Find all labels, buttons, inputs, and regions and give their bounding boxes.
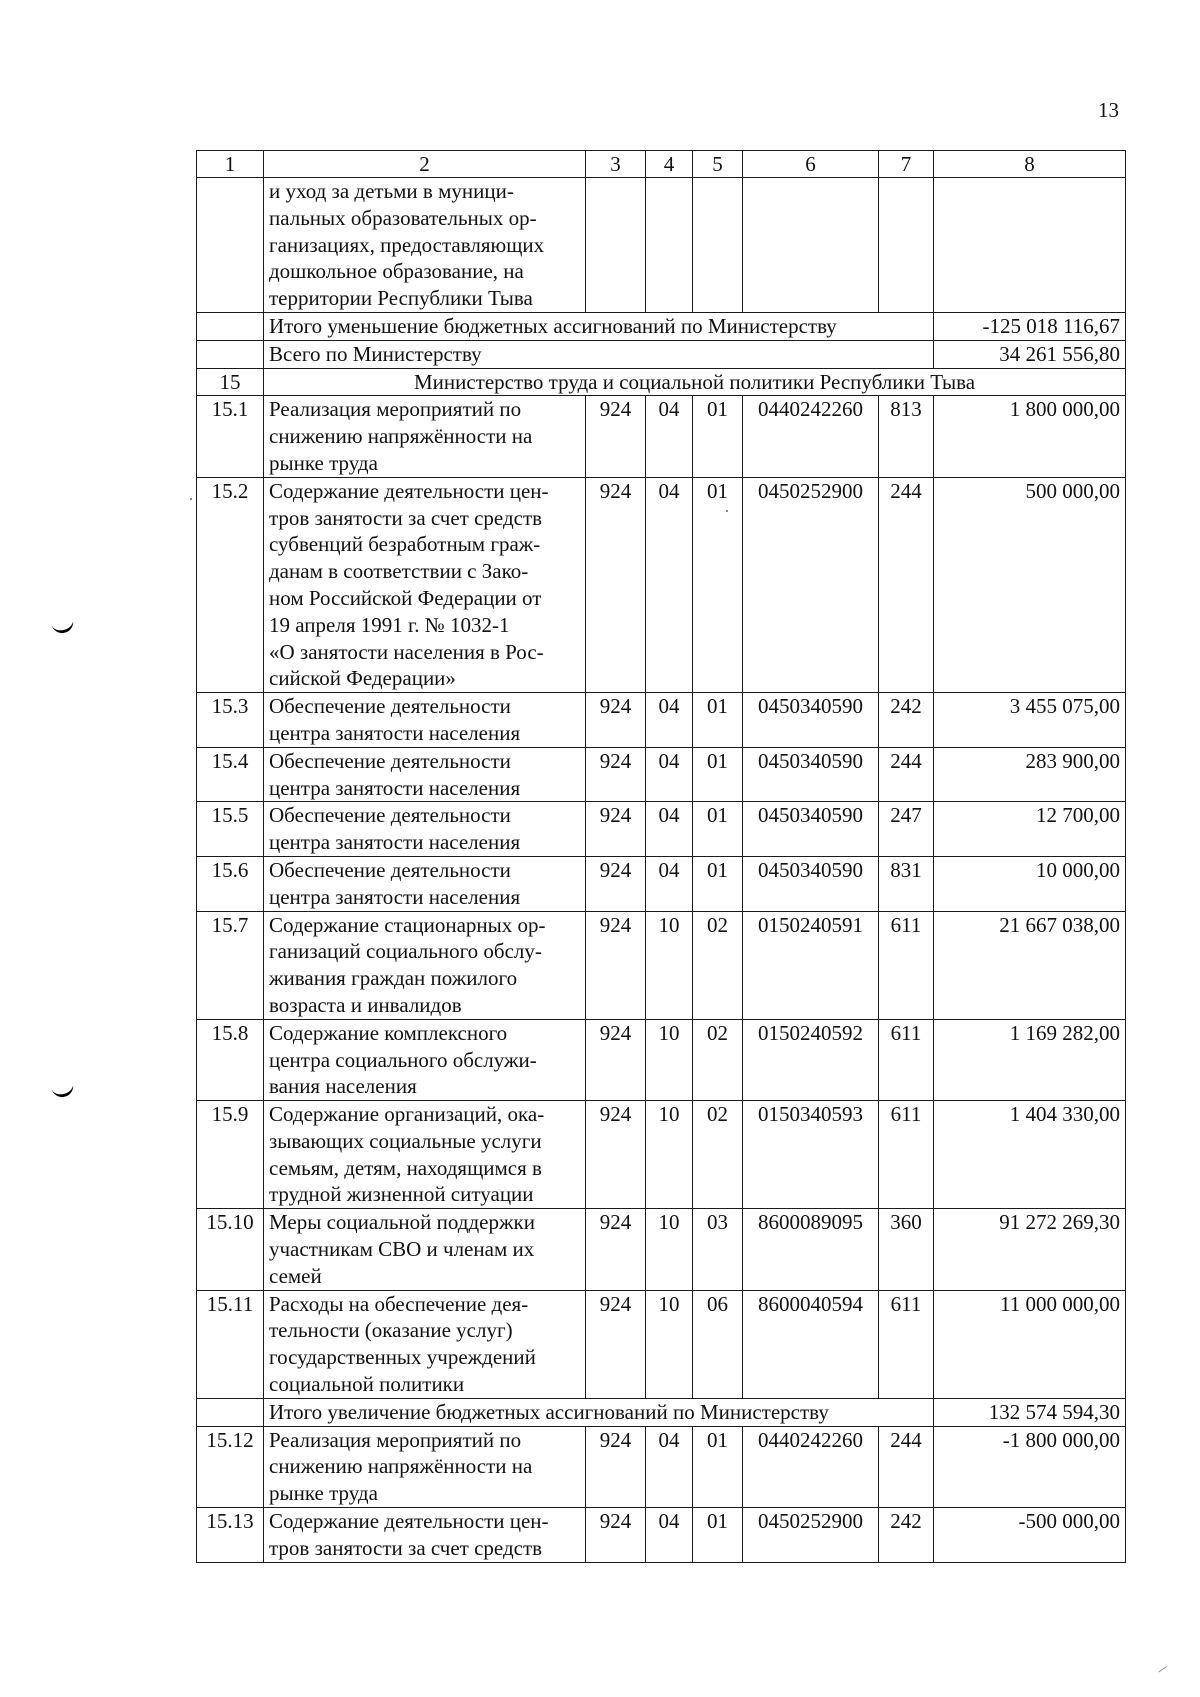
table-row <box>197 911 1126 1019</box>
table-row <box>197 1290 1126 1398</box>
row-col-3: 924 <box>586 1290 646 1398</box>
ministry-total-label: Всего по Министерству <box>264 340 934 368</box>
row-number: 15.6 <box>197 856 264 911</box>
row-col-3: 924 <box>586 396 646 477</box>
row-amount: 10 000,00 <box>934 856 1126 911</box>
row-col-7: 831 <box>879 856 934 911</box>
column-header-8: 8 <box>934 151 1126 178</box>
page-number: 13 <box>1098 98 1119 122</box>
row-col-5: 01 <box>693 477 743 692</box>
row-amount: -1 800 000,00 <box>934 1426 1126 1507</box>
row-col-6: 8600089095 <box>743 1209 879 1290</box>
continuation-row <box>197 178 1126 313</box>
row-col-7: 244 <box>879 747 934 802</box>
row-number: 15.1 <box>197 396 264 477</box>
row-number: 15.10 <box>197 1209 264 1290</box>
row-col-5: 01 <box>693 1508 743 1563</box>
column-header-3: 3 <box>586 151 646 178</box>
row-col-7: 611 <box>879 1101 934 1209</box>
section-title: Министерство труда и социальной политики Республики Тыва <box>264 368 1126 396</box>
table-row <box>197 1426 1126 1507</box>
row-col-3: 924 <box>586 911 646 1019</box>
ministry-total-row <box>197 340 1126 368</box>
row-amount: 1 169 282,00 <box>934 1019 1126 1100</box>
row-description: Обеспечение деятельности центра занятости населения <box>264 693 586 748</box>
row-col-6: 0440242260 <box>743 396 879 477</box>
table-row <box>197 747 1126 802</box>
row-col-5: 06 <box>693 1290 743 1398</box>
row-description: Содержание деятельности цен- тров занятости за счет средств субвенций безработным граж- данам в соответствии с Зако- ном Российской Федерации от 19 апреля 1991 г. № 1032-1 «О занятости населения в Рос- сийской Федерации» <box>264 477 586 692</box>
row-col-5: 01 <box>693 856 743 911</box>
row-col-4: 10 <box>646 1101 693 1209</box>
row-col-3: 924 <box>586 1101 646 1209</box>
scan-dot <box>726 510 728 512</box>
column-header-1: 1 <box>197 151 264 178</box>
row-description: Содержание организаций, ока- зывающих социальные услуги семьям, детям, находящимся в трудной жизненной ситуации <box>264 1101 586 1209</box>
row-number: 15.13 <box>197 1508 264 1563</box>
row-col-5: 01 <box>693 802 743 857</box>
row-col-5: 02 <box>693 911 743 1019</box>
row-col-4: 10 <box>646 1209 693 1290</box>
table-row <box>197 802 1126 857</box>
row-number: 15.11 <box>197 1290 264 1398</box>
section-header-row <box>197 368 1126 396</box>
table-row <box>197 1101 1126 1209</box>
table-row <box>197 693 1126 748</box>
row-col-5: 01 <box>693 396 743 477</box>
row-col-3: 924 <box>586 747 646 802</box>
row-col-6: 0150340593 <box>743 1101 879 1209</box>
row-col-4: 04 <box>646 856 693 911</box>
row-description: Реализация мероприятий по снижению напряжённости на рынке труда <box>264 1426 586 1507</box>
row-col-4: 04 <box>646 1508 693 1563</box>
row-col-5: 02 <box>693 1019 743 1100</box>
row-col-7: 247 <box>879 802 934 857</box>
row-col-6: 0450252900 <box>743 477 879 692</box>
row-col-5: 03 <box>693 1209 743 1290</box>
row-col-3: 924 <box>586 693 646 748</box>
row-number: 15.3 <box>197 693 264 748</box>
row-number: 15.8 <box>197 1019 264 1100</box>
row-col-7: 244 <box>879 1426 934 1507</box>
row-col-6: 0450340590 <box>743 856 879 911</box>
row-col-7: 813 <box>879 396 934 477</box>
row-col-3: 924 <box>586 856 646 911</box>
row-col-7: 360 <box>879 1209 934 1290</box>
row-col-4: 04 <box>646 693 693 748</box>
row-amount: 500 000,00 <box>934 477 1126 692</box>
row-col-6: 0150240592 <box>743 1019 879 1100</box>
row-description: Содержание комплексного центра социального обслужи- вания населения <box>264 1019 586 1100</box>
table-row <box>197 1508 1126 1563</box>
row-col-7: 611 <box>879 1290 934 1398</box>
row-description: Обеспечение деятельности центра занятости населения <box>264 802 586 857</box>
row-col-5: 01 <box>693 693 743 748</box>
row-number: 15.12 <box>197 1426 264 1507</box>
row-description: и уход за детьми в муници- пальных образовательных ор- ганизациях, предоставляющих дошкольное образование, на территории Республики Тыва <box>264 178 586 313</box>
row-amount: 1 800 000,00 <box>934 396 1126 477</box>
row-col-3: 924 <box>586 1209 646 1290</box>
row-col-7: 242 <box>879 1508 934 1563</box>
section-number: 15 <box>197 368 264 396</box>
row-amount: 21 667 038,00 <box>934 911 1126 1019</box>
column-header-row <box>197 151 1126 178</box>
column-header-6: 6 <box>743 151 879 178</box>
row-col-4: 04 <box>646 396 693 477</box>
increase-total-amount: 132 574 594,30 <box>934 1398 1126 1426</box>
row-amount: 3 455 075,00 <box>934 693 1126 748</box>
decrease-total-label: Итого уменьшение бюджетных ассигнований по Министерству <box>264 312 934 340</box>
decrease-total-row <box>197 312 1126 340</box>
table-row <box>197 1019 1126 1100</box>
row-number: 15.2 <box>197 477 264 692</box>
row-col-3: 924 <box>586 1508 646 1563</box>
row-col-7: 242 <box>879 693 934 748</box>
row-col-4: 10 <box>646 1019 693 1100</box>
row-col-6: 0450340590 <box>743 802 879 857</box>
row-number: 15.5 <box>197 802 264 857</box>
row-description: Содержание стационарных ор- ганизаций социального обслу- живания граждан пожилого возраста и инвалидов <box>264 911 586 1019</box>
row-col-5: 01 <box>693 1426 743 1507</box>
decrease-total-amount: -125 018 116,67 <box>934 312 1126 340</box>
row-col-3: 924 <box>586 1426 646 1507</box>
row-col-3: 924 <box>586 1019 646 1100</box>
column-header-7: 7 <box>879 151 934 178</box>
row-col-7: 244 <box>879 477 934 692</box>
row-col-3: 924 <box>586 802 646 857</box>
scan-mark <box>1158 1666 1171 1679</box>
row-col-6: 0450340590 <box>743 747 879 802</box>
table-row <box>197 396 1126 477</box>
row-amount: -500 000,00 <box>934 1508 1126 1563</box>
row-col-5: 01 <box>693 747 743 802</box>
row-col-4: 04 <box>646 477 693 692</box>
increase-total-row <box>197 1398 1126 1426</box>
row-col-6: 0450252900 <box>743 1508 879 1563</box>
row-number: 15.7 <box>197 911 264 1019</box>
row-col-6: 0440242260 <box>743 1426 879 1507</box>
row-col-7: 611 <box>879 911 934 1019</box>
table-row <box>197 477 1126 692</box>
row-col-4: 04 <box>646 1426 693 1507</box>
row-description: Расходы на обеспечение дея- тельности (оказание услуг) государственных учреждений социальной политики <box>264 1290 586 1398</box>
increase-total-label: Итого увеличение бюджетных ассигнований по Министерству <box>264 1398 934 1426</box>
row-description: Меры социальной поддержки участникам СВО и членам их семей <box>264 1209 586 1290</box>
row-description: Обеспечение деятельности центра занятости населения <box>264 747 586 802</box>
row-col-4: 10 <box>646 1290 693 1398</box>
row-col-6: 8600040594 <box>743 1290 879 1398</box>
row-col-4: 04 <box>646 747 693 802</box>
row-col-6: 0450340590 <box>743 693 879 748</box>
row-col-7: 611 <box>879 1019 934 1100</box>
row-col-4: 10 <box>646 911 693 1019</box>
row-number <box>197 178 264 313</box>
row-description: Реализация мероприятий по снижению напряжённости на рынке труда <box>264 396 586 477</box>
row-number: 15.4 <box>197 747 264 802</box>
row-col-5: 02 <box>693 1101 743 1209</box>
table-row <box>197 856 1126 911</box>
ministry-total-amount: 34 261 556,80 <box>934 340 1126 368</box>
row-amount: 283 900,00 <box>934 747 1126 802</box>
column-header-4: 4 <box>646 151 693 178</box>
scan-dot <box>190 498 192 500</box>
row-col-6: 0150240591 <box>743 911 879 1019</box>
row-amount: 91 272 269,30 <box>934 1209 1126 1290</box>
row-col-3: 924 <box>586 477 646 692</box>
margin-mark <box>51 616 76 636</box>
row-number: 15.9 <box>197 1101 264 1209</box>
column-header-2: 2 <box>264 151 586 178</box>
column-header-5: 5 <box>693 151 743 178</box>
row-amount: 1 404 330,00 <box>934 1101 1126 1209</box>
row-amount: 12 700,00 <box>934 802 1126 857</box>
row-col-4: 04 <box>646 802 693 857</box>
row-description: Содержание деятельности цен- тров занятости за счет средств <box>264 1508 586 1563</box>
row-description: Обеспечение деятельности центра занятости населения <box>264 856 586 911</box>
budget-table <box>196 150 1126 1563</box>
margin-mark <box>51 1080 76 1100</box>
table-row <box>197 1209 1126 1290</box>
row-amount: 11 000 000,00 <box>934 1290 1126 1398</box>
